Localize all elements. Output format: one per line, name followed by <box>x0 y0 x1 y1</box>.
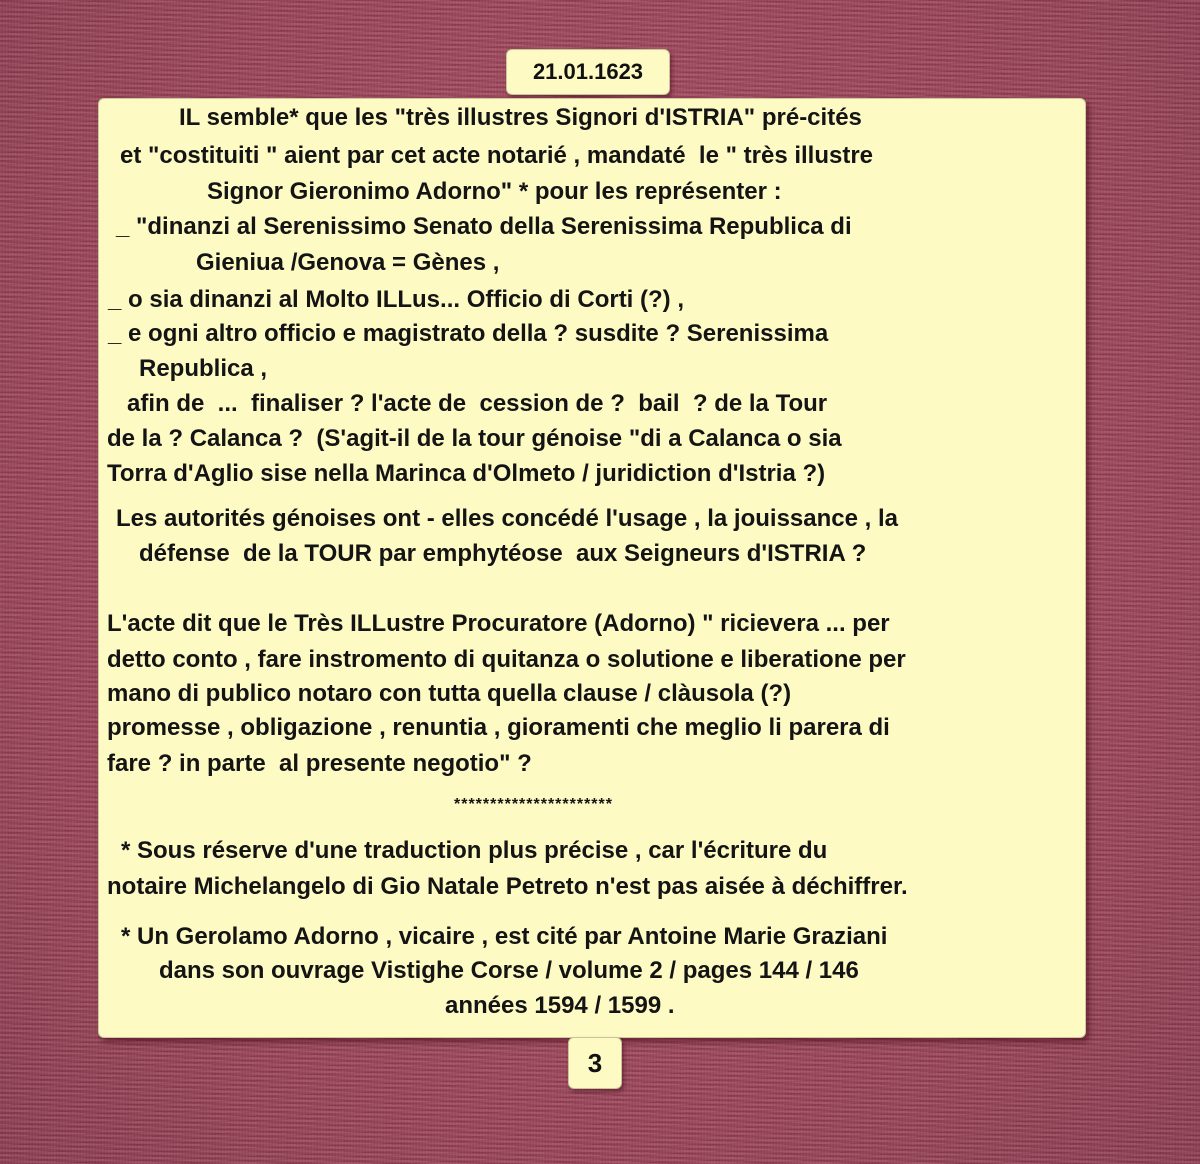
text-line: et "costituiti " aient par cet acte notarié , mandaté le " très illustre <box>120 142 874 169</box>
text-line: L'acte dit que le Très ILLustre Procuratore (Adorno) " ricievera ... per <box>107 610 890 637</box>
text-line: _ "dinanzi al Serenissimo Senato della Serenissima Republica di <box>116 213 852 240</box>
text-line: Torra d'Aglio sise nella Marinca d'Olmeto / juridiction d'Istria ?) <box>107 460 826 487</box>
page-number: 3 <box>568 1037 622 1089</box>
text-line: _ o sia dinanzi al Molto ILLus... Officio di Corti (?) , <box>108 286 684 313</box>
text-line: Gieniua /Genova = Gènes , <box>196 249 500 276</box>
text-line: de la ? Calanca ? (S'agit-il de la tour génoise "di a Calanca o sia <box>107 425 842 452</box>
footnote-line: années 1594 / 1599 . <box>445 992 675 1019</box>
text-line: promesse , obligazione , renuntia , gioramenti che meglio li parera di <box>107 714 890 741</box>
text-line: mano di publico notaro con tutta quella clause / clàusola (?) <box>107 680 792 707</box>
date-label: 21.01.1623 <box>506 49 670 95</box>
text-line: Les autorités génoises ont - elles concédé l'usage , la jouissance , la <box>116 505 898 532</box>
text-line: detto conto , fare instromento di quitanza o solutione e liberatione per <box>107 646 906 673</box>
text-line: Republica , <box>139 355 268 382</box>
text-line: fare ? in parte al presente negotio" ? <box>107 750 532 777</box>
footnote-line: * Un Gerolamo Adorno , vicaire , est cité par Antoine Marie Graziani <box>121 923 888 950</box>
footnote-line: * Sous réserve d'une traduction plus précise , car l'écriture du <box>121 837 828 864</box>
separator: ********************** <box>454 796 613 813</box>
text-line: défense de la TOUR par emphytéose aux Seigneurs d'ISTRIA ? <box>139 540 867 567</box>
text-card <box>98 98 1086 1038</box>
text-line: IL semble* que les "très illustres Signori d'ISTRIA" pré-cités <box>179 104 862 131</box>
text-line: afin de ... finaliser ? l'acte de cession de ? bail ? de la Tour <box>127 390 828 417</box>
footnote-line: dans son ouvrage Vistighe Corse / volume 2 / pages 144 / 146 <box>159 957 859 984</box>
text-line: _ e ogni altro officio e magistrato della ? susdite ? Serenissima <box>108 320 829 347</box>
text-line: Signor Gieronimo Adorno" * pour les représenter : <box>207 178 782 205</box>
footnote-line: notaire Michelangelo di Gio Natale Petreto n'est pas aisée à déchiffrer. <box>107 873 908 900</box>
